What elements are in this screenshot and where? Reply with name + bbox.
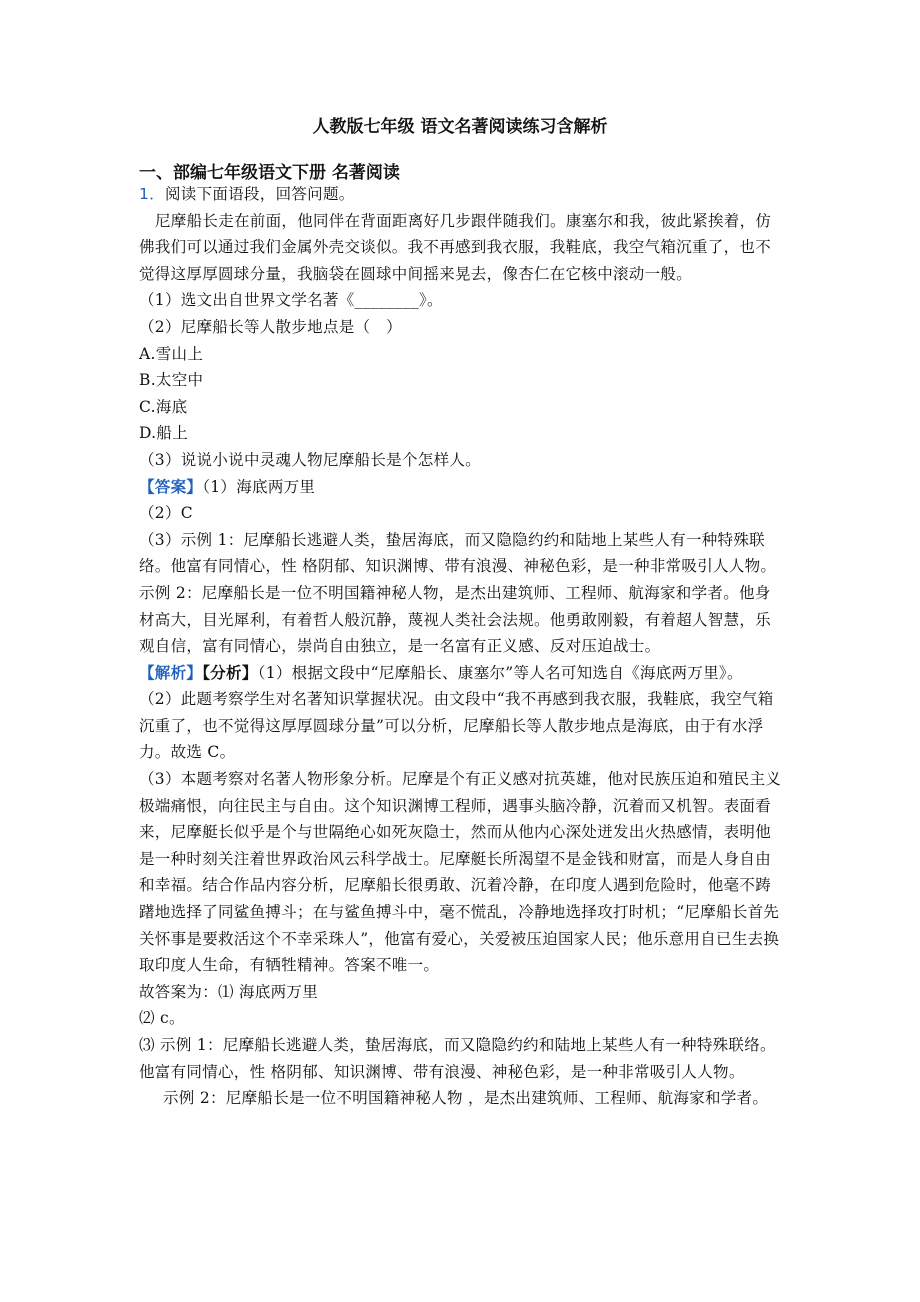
sub-question-2: （2）尼摩船长等人散步地点是（ ）: [139, 317, 402, 336]
final-answer-2: ⑵ c。: [139, 1009, 185, 1028]
analysis-sub-tag: 【分析】: [202, 662, 258, 682]
passage: 尼摩船长走在前面，他同伴在背面距离好几步跟伴随我们。康塞尔和我，彼此紧挨着，仿佛我们可以通过我们金属外壳交谈似。我不再感到我衣服，我鞋底，我空气箱沉重了，也不觉得这厚厚圆球分量，我脑袋在圆球中间摇来晃去，像杏仁在它核中滚动一般。: [139, 211, 772, 283]
analysis-1: （1）根据文段中“尼摩船长、康塞尔”等人名可知选自《海底两万里》。: [257, 663, 743, 682]
analysis-tag: 【解析】: [139, 662, 203, 682]
question-prompt: [139, 181, 784, 208]
analysis-2: （2）此题考察学生对名著知识掌握状况。由文段中“我不再感到我衣服，我鞋底，我空气箱沉重了，也不觉得这厚厚圆球分量”可以分析，尼摩船长等人散步地点是海底，由于有水浮力。故选 C。: [139, 690, 774, 762]
document-body: [139, 181, 784, 1112]
analysis-line-1: [139, 660, 784, 687]
question-number: 1．: [139, 185, 165, 203]
option-c: C.海底: [139, 397, 188, 416]
option-a: A.雪山上: [139, 344, 204, 363]
final-answer-3: ⑶ 示例 1：尼摩船长逃避人类，蛰居海底，而又隐隐约约和陆地上某些人有一种特殊联络。他富有同情心，性 格阴郁、知识渊博、带有浪漫、神秘色彩，是一种非常吸引人人物。: [139, 1036, 776, 1081]
option-d: D.船上: [139, 424, 189, 443]
answer-2: （2）C: [139, 504, 193, 523]
answer-example-2: 示例 2：尼摩船长是一位不明国籍神秘人物，是杰出建筑师、工程师、航海家和学者。他身材高大，目光犀利，有着哲人般沉静，蔑视人类社会法规。他勇敢刚毅，有着超人智慧，乐观自信，富有同情心，崇尚自由独立，是一名富有正义感、反对压迫战士。: [139, 583, 772, 656]
answer-line-1: [139, 474, 784, 501]
section-heading: 一、部编七年级语文下册 名著阅读: [139, 163, 400, 183]
answer-1: （1）海底两万里: [202, 477, 316, 496]
sub-question-3: （3）说说小说中灵魂人物尼摩船长是个怎样人。: [139, 450, 481, 469]
option-b: B.太空中: [139, 371, 204, 390]
answer-3: （3）示例 1：尼摩船长逃避人类，蛰居海底，而又隐隐约约和陆地上某些人有一种特殊联络。他富有同情心，性 格阴郁、知识渊博、带有浪漫、神秘色彩，是一种非常吸引人人物。: [139, 530, 777, 576]
final-answer-4: 示例 2：尼摩船长是一位不明国籍神秘人物 ，是杰出建筑师、工程师、航海家和学者。: [163, 1089, 769, 1108]
question-prompt-text: 阅读下面语段，回答问题。: [164, 185, 355, 203]
document-title: 人教版七年级 语文名著阅读练习含解析: [312, 117, 608, 137]
sub-question-1: （1）选文出自世界文学名著《________》。: [139, 291, 443, 310]
final-answer-label: 故答案为：⑴ 海底两万里: [139, 982, 319, 1001]
answer-tag: 【答案】: [139, 476, 203, 496]
analysis-3: （3）本题考察对名著人物形象分析。尼摩是个有正义感对抗英雄，他对民族压迫和殖民主义极端痛恨，向往民主与自由。这个知识渊博工程师，遇事头脑冷静，沉着而又机智。表面看来，尼摩艇长似乎是个与世隔绝心如死灰隐士，然而从他内心深处迸发出火热感情，表明他是一种时刻关注着世界政治风云科学战士。尼摩艇长所渴望不是金钱和财富，而是人身自由和幸福。结合作品内容分析，尼摩船长很勇敢、沉着冷静，在印度人遇到危险时，他毫不踌躇地选择了同鲨鱼搏斗；在与鲨鱼搏斗中，毫不慌乱，冷静地选择攻打时机；“尼摩船长首先关怀事是要救活这个不幸采珠人”，他富有爱心，关爱被压迫国家人民；他乐意用自已生去换取印度人生命，有牺牲精神。答案不唯一。: [139, 770, 782, 975]
